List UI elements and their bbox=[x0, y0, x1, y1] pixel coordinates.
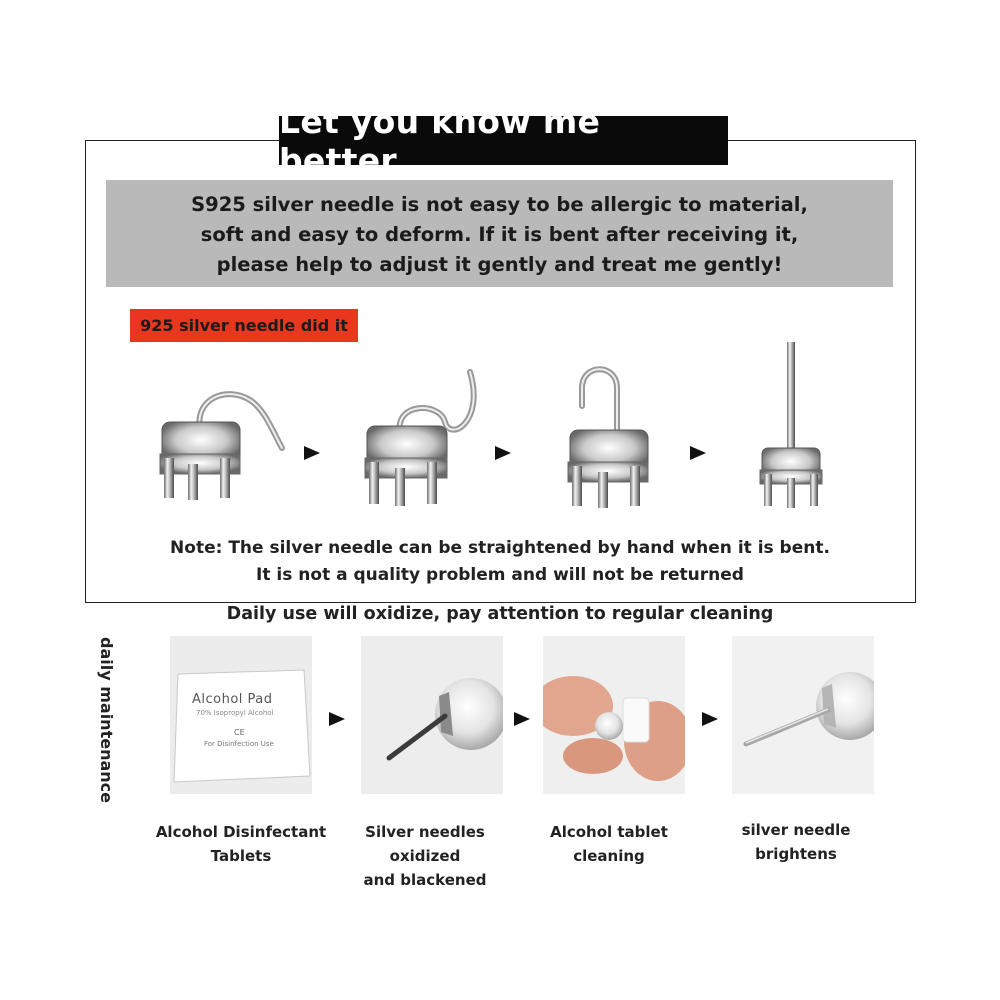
alcohol-pad-usage: For Disinfection Use bbox=[204, 740, 274, 748]
caption-line: Tablets bbox=[210, 847, 272, 865]
info-line-1: S925 silver needle is not easy to be allergic to material, bbox=[191, 193, 808, 216]
arrow-icon bbox=[702, 712, 718, 726]
caption-line: Silver needles oxidized bbox=[365, 823, 485, 865]
alcohol-pad-subtitle: 70% Isopropyl Alcohol bbox=[196, 709, 274, 717]
earring-step-u-hook bbox=[562, 358, 662, 514]
alcohol-pad-mark: CE bbox=[234, 728, 245, 737]
alcohol-pad-photo bbox=[170, 636, 312, 794]
caption-line: cleaning bbox=[573, 847, 645, 865]
oxidized-needle-photo bbox=[361, 636, 503, 794]
silver-needle-tag-label: 925 silver needle did it bbox=[140, 316, 348, 335]
silver-needle-tag bbox=[130, 309, 358, 342]
caption-line: brightens bbox=[755, 845, 837, 863]
earring-step-bent-hook bbox=[150, 380, 290, 510]
cleaning-photo bbox=[543, 636, 685, 794]
bright-needle-photo bbox=[732, 636, 874, 794]
caption-line: and blackened bbox=[363, 871, 487, 889]
arrow-icon bbox=[304, 446, 320, 460]
arrow-icon bbox=[690, 446, 706, 460]
caption-line: Alcohol Disinfectant bbox=[155, 823, 327, 841]
caption-line: silver needle bbox=[741, 821, 851, 839]
info-line-3: please help to adjust it gently and treat me gently! bbox=[216, 253, 783, 276]
page-title-text: Let you know me better bbox=[279, 101, 601, 180]
note-line-2: It is not a quality problem and will not be returned bbox=[256, 565, 744, 585]
page-title bbox=[279, 101, 728, 180]
arrow-icon bbox=[329, 712, 345, 726]
info-box bbox=[106, 180, 893, 287]
note-line-1: Note: The silver needle can be straightened by hand when it is bent. bbox=[170, 538, 830, 558]
caption-oxidized bbox=[330, 820, 520, 892]
caption-line: Alcohol tablet bbox=[550, 823, 668, 841]
caption-alcohol-tablets bbox=[146, 820, 336, 868]
arrow-icon bbox=[495, 446, 511, 460]
caption-cleaning bbox=[514, 820, 704, 868]
info-line-2: soft and easy to deform. If it is bent after receiving it, bbox=[200, 223, 799, 246]
alcohol-pad-title: Alcohol Pad bbox=[192, 692, 273, 707]
arrow-icon bbox=[514, 712, 530, 726]
caption-brightens bbox=[701, 818, 891, 866]
earring-step-straight bbox=[752, 340, 832, 510]
maintenance-heading: Daily use will oxidize, pay attention to regular cleaning bbox=[226, 604, 774, 624]
earring-step-s-curve bbox=[355, 362, 495, 512]
daily-maintenance-label: daily maintenance bbox=[97, 636, 116, 803]
